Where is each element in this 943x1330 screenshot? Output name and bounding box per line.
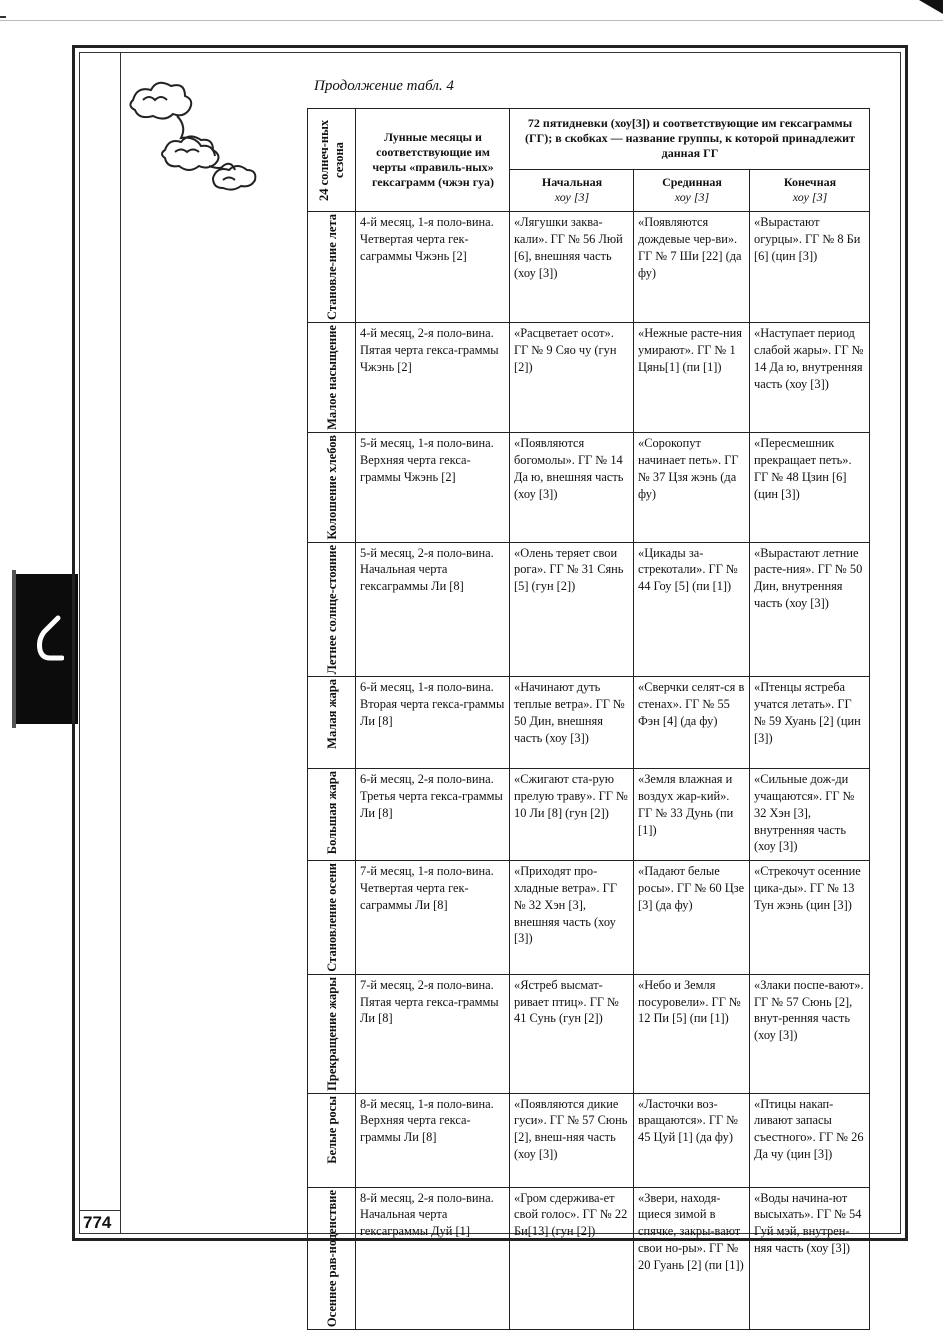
page-number: 774 [83,1213,112,1232]
initial-cell: «Гром сдержива-ет свой голос». ГГ № 22 Би[13] (гун [2]) [510,1187,634,1329]
header-pentads: 72 пятидневки (хоу[3]) и соответствующие им гексаграммы (ГГ); в скобках — название группы, к которой принадлежит данная ГГ [510,109,870,170]
header-initial: Начальная хоу [3] [510,169,634,211]
month-cell: 5-й месяц, 1-я поло-вина. Верхняя черта гекса-граммы Чжэнь [2] [356,433,510,543]
month-cell: 8-й месяц, 1-я поло-вина. Верхняя черта гекса-граммы Ли [8] [356,1093,510,1187]
final-cell: «Птенцы ястреба учатся летать». ГГ № 59 Хуань [2] (цин [3]) [750,676,870,768]
season-cell: Становление осени [308,860,356,974]
final-cell: «Воды начина-ют высыхать». ГГ № 54 Гуй мэй, внутрен-няя часть (хоу [3]) [750,1187,870,1329]
header-final: Конечная хоу [3] [750,169,870,211]
season-cell: Малое насыщение [308,323,356,433]
month-cell: 6-й месяц, 1-я поло-вина. Вторая черта гекса-граммы Ли [8] [356,676,510,768]
header-month: Лунные месяцы и соответствующие им черты «правиль-ных» гексаграмм (чжэн гуа) [356,109,510,212]
month-cell: 7-й месяц, 2-я поло-вина. Пятая черта гекса-граммы Ли [8] [356,974,510,1093]
scan-corner-mark [919,0,943,14]
initial-cell: «Олень теряет свои рога». ГГ № 31 Сянь [5] (гун [2]) [510,542,634,676]
middle-cell: «Земля влажная и воздух жар-кий». ГГ № 33 Дунь (пи [1]) [634,768,750,860]
seasons-table [307,108,870,1330]
header-season: 24 солнеч-ных сезона [308,109,356,212]
season-cell: Малая жара [308,676,356,768]
table-row [308,1093,870,1187]
chapter-glyph-icon [34,612,64,664]
middle-cell: «Падают белые росы». ГГ № 60 Цзе [3] (да фу) [634,860,750,974]
table-row [308,323,870,433]
table-caption: Продолжение табл. 4 [314,78,454,94]
middle-cell: «Небо и Земля посуровели». ГГ № 12 Пи [5] (пи [1]) [634,974,750,1093]
table-row [308,768,870,860]
table-row [308,1187,870,1329]
scan-tick-mark [0,16,6,18]
final-cell: «Наступает период слабой жары». ГГ № 14 Да ю, внутренняя часть (хоу [3]) [750,323,870,433]
initial-cell: «Ястреб высмат-ривает птиц». ГГ № 41 Сунь (гун [2]) [510,974,634,1093]
scan-top-edge [0,20,943,21]
initial-cell: «Начинают дуть теплые ветра». ГГ № 50 Дин, внешняя часть (хоу [3]) [510,676,634,768]
season-cell: Большая жара [308,768,356,860]
month-cell: 7-й месяц, 1-я поло-вина. Четвертая черта гек-саграммы Ли [8] [356,860,510,974]
final-cell: «Пересмешник прекращает петь». ГГ № 48 Цзин [6] (цин [3]) [750,433,870,543]
final-cell: «Птицы накап-ливают запасы съестного». ГГ № 26 Да чу (цин [3]) [750,1093,870,1187]
final-cell: «Сильные дож-ди учащаются». ГГ № 32 Хэн [3], внутренняя часть (хоу [3]) [750,768,870,860]
table-row [308,676,870,768]
table-row [308,860,870,974]
initial-cell: «Появляются дикие гуси». ГГ № 57 Сюнь [2], внеш-няя часть (хоу [3]) [510,1093,634,1187]
table-row [308,433,870,543]
header-row-top [308,109,870,170]
initial-cell: «Приходят про-хладные ветра». ГГ № 32 Хэн [3], внешняя часть (хоу [3]) [510,860,634,974]
season-cell: Летнее солнце-стояние [308,542,356,676]
season-cell: Колошение хлебов [308,433,356,543]
month-cell: 8-й месяц, 2-я поло-вина. Начальная черта гексаграммы Дуй [1] [356,1187,510,1329]
middle-cell: «Появляются дождевые чер-ви». ГГ № 7 Ши [22] (да фу) [634,212,750,323]
header-middle: Срединная хоу [3] [634,169,750,211]
initial-cell: «Лягушки заква-кали». ГГ № 56 Люй [6], внешняя часть (хоу [3]) [510,212,634,323]
middle-cell: «Звери, находя-щиеся зимой в спячке, закры-вают свои но-ры». ГГ № 20 Гуань [2] (пи [1]) [634,1187,750,1329]
middle-cell: «Сорокопут начинает петь». ГГ № 37 Цзя жэнь (да фу) [634,433,750,543]
final-cell: «Вырастают летние расте-ния». ГГ № 50 Дин, внутренняя часть (хоу [3]) [750,542,870,676]
middle-cell: «Нежные расте-ния умирают». ГГ № 1 Цянь[1] (пи [1]) [634,323,750,433]
season-cell: Становле-ние лета [308,212,356,323]
initial-cell: «Сжигают ста-рую прелую траву». ГГ № 10 Ли [8] (гун [2]) [510,768,634,860]
month-cell: 4-й месяц, 2-я поло-вина. Пятая черта гекса-граммы Чжэнь [2] [356,323,510,433]
season-cell: Прекращение жары [308,974,356,1093]
month-cell: 4-й месяц, 1-я поло-вина. Четвертая черта гек-саграммы Чжэнь [2] [356,212,510,323]
middle-cell: «Сверчки селят-ся в стенах». ГГ № 55 Фэн [4] (да фу) [634,676,750,768]
table-row [308,212,870,323]
margin-rule [120,52,121,1234]
middle-cell: «Цикады за-стрекотали». ГГ № 44 Гоу [5] (пи [1]) [634,542,750,676]
final-cell: «Стрекочут осенние цика-ды». ГГ № 13 Тун жэнь (цин [3]) [750,860,870,974]
final-cell: «Злаки поспе-вают». ГГ № 57 Сюнь [2], внут-ренняя часть (хоу [3]) [750,974,870,1093]
month-cell: 6-й месяц, 2-я поло-вина. Третья черта гекса-граммы Ли [8] [356,768,510,860]
initial-cell: «Расцветает осот». ГГ № 9 Сяо чу (гун [2]) [510,323,634,433]
table-row [308,542,870,676]
cloud-ornament-icon [125,70,260,195]
final-cell: «Вырастают огурцы». ГГ № 8 Би [6] (цин [3]) [750,212,870,323]
season-cell: Осеннее рав-ноденствие [308,1187,356,1329]
month-cell: 5-й месяц, 2-я поло-вина. Начальная черта гексаграммы Ли [8] [356,542,510,676]
middle-cell: «Ласточки воз-вращаются». ГГ № 45 Цуй [1] (да фу) [634,1093,750,1187]
season-cell: Белые росы [308,1093,356,1187]
table-row [308,974,870,1093]
initial-cell: «Появляются богомолы». ГГ № 14 Да ю, внешняя часть (хоу [3]) [510,433,634,543]
